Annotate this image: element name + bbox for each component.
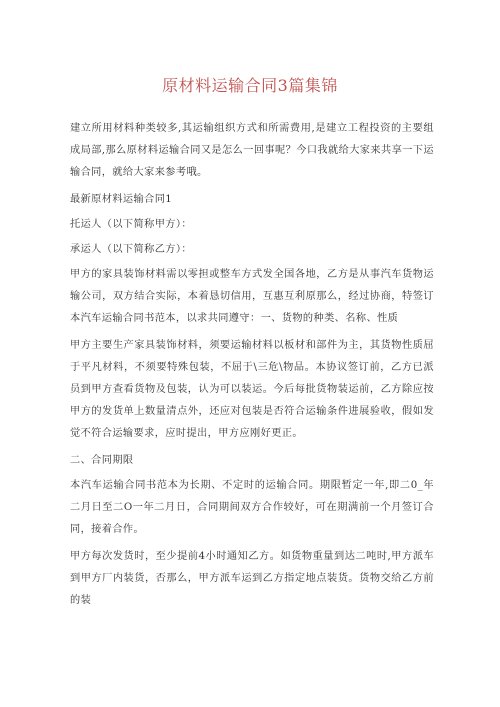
section-heading-term: 二、合同期限 (70, 455, 134, 466)
paragraph-background: 甲方的家具装饰材料需以零担或整车方式发全国各地，乙方是从事汽车货物运输公司，双方结合实际，本着恳切信用，互惠互利原那么，经过协商，特签订本汽车运输合同书范本，以求共同遵守：一、货物的种类、名称、性质 (70, 269, 434, 324)
paragraph-shipping-notice: 甲方每次发货时，至少提前4小时通知乙方。如货物重量到达二吨时,甲方派车到甲方厂内装货，否那么，甲方派车运到乙方指定地点装货。货物交给乙方前的装 (70, 551, 434, 606)
section-heading-contract-1: 最新原材料运输合同1 (70, 194, 173, 205)
paragraph-carrier: 承运人（以下简称乙方）： (70, 244, 192, 255)
document-body (70, 118, 434, 617)
paragraph-term: 本汽车运输合同书范本为长期、不定时的运输合同。期限暂定一年,即二0_年二月日至二O一年二月日，合同期间双方合作较好，可在期满前一个月签订合同，接着合作。 (70, 480, 434, 535)
paragraph-goods: 甲方主要生产家具装饰材料，须要运输材料以板材和部件为主，其货物性质屈于平凡材料，不须要特殊包装，不屈于\三危\物品。本协议签订前，乙方已派员到甲方查看货物及包装，认为可以装运。今后每批货物装运前，乙方除应按甲方的发货单上数量清点外，还应对包装是否符合运输条件进展验收，假如发觉不符合运输要求，应时提出，甲方应刚好更正。 (70, 340, 434, 439)
document-title: 原材料运输合同3篇集锦 (162, 76, 338, 95)
paragraph-intro: 建立所用材料种类较多,其运输组织方式和所需费用,是建立工程投资的主要组成局部,那么原材料运输合同又是怎么一回事呢？今口我就给大家来共享一下运输合同，就给大家来参考哦。 (70, 123, 434, 178)
paragraph-shipper: 托运人（以下简称甲方）： (70, 219, 192, 230)
